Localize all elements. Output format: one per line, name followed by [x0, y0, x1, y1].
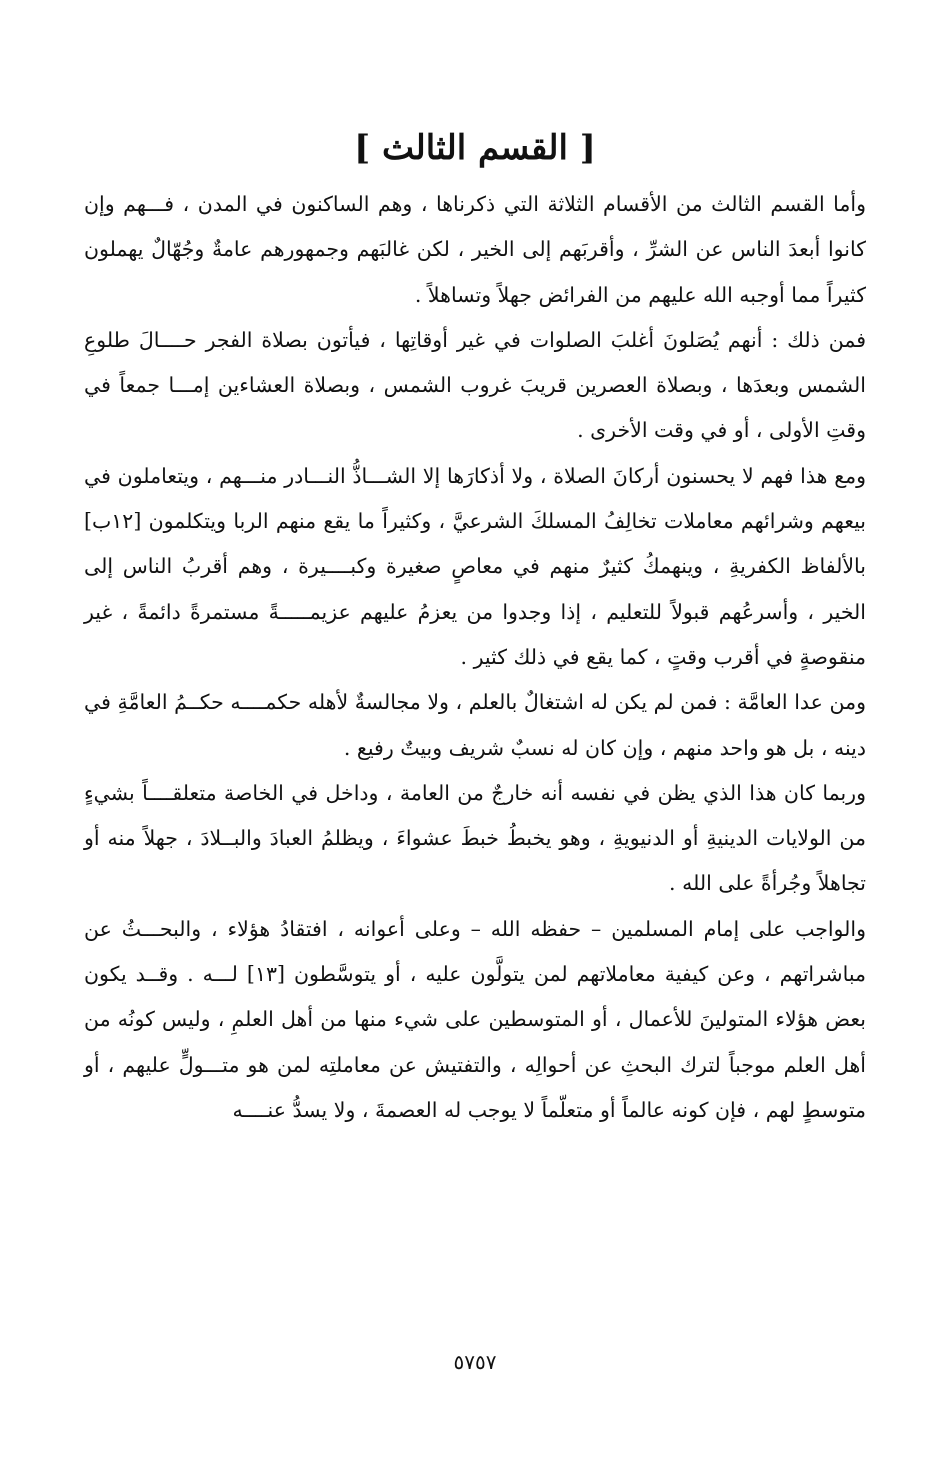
paragraph-1: وأما القسم الثالث من الأقسام الثلاثة التي ذكرناها ، وهم الساكنون في المدن ، فـــهم وإن كانوا أبعدَ الناس عن الشرِّ ، وأقربَهم إلى الخير ، لكن غالبَهم وجمهورهم عامةٌ وجُهّالٌ يهملون كثيراً مما أوجبه الله عليهم من الفرائض جهلاً وتساهلاً .	[84, 192, 866, 307]
paragraph-6: والواجب على إمام المسلمين – حفظه الله – وعلى أعوانه ، افتقادُ هؤلاء ، والبحـــثُ عن مباشراتهم ، وعن كيفية معاملاتهم لمن يتولَّون عليه ، أو يتوسَّطون [١٣] لـــه . وقــد يكون بعض هؤلاء المتولينَ للأعمال ، أو المتوسطين على شيء منها من أهل العلمِ ، وليس كونُه من أهل العلم موجباً لترك البحثِ عن أحوالِه ، والتفتيش عن معاملتِه لمن هو متـــولٍّ عليهم ، أو متوسطٍ لهم ، فإن كونه عالماً أو متعلّماً لا يوجب له العصمةَ ، ولا يسدُّ عنــــه	[84, 916, 866, 1122]
paragraph-3: ومع هذا فهم لا يحسنون أركانَ الصلاة ، ولا أذكارَها إلا الشـــاذُّ النـــادر منـــهم ، ويتعاملون في بيعهم وشرائهم معاملات تخالِفُ المسلكَ الشرعيَّ ، وكثيراً ما يقع منهم الربا ويتكلمون [١٢ب] بالألفاظ الكفريةِ ، وينهمكُ كثيرٌ منهم في معاصٍ صغيرة وكبــــيرة ، وهم أقربُ الناس إلى الخير ، وأسرعُهم قبولاً للتعليم ، إذا وجدوا من يعزمُ عليهم عزيمـــــةً مستمرةً دائمةً ، غير منقوصةٍ في أقرب وقتٍ ، كما يقع في ذلك كثير .	[84, 463, 866, 669]
page-body	[84, 118, 866, 1133]
paragraph-2: فمن ذلك : أنهم يُصَلونَ أغلبَ الصلوات في غير أوقاتِها ، فيأتون بصلاة الفجر حــــالَ طلوعِ الشمس وبعدَها ، وبصلاة العصرين قريبَ غروب الشمس ، وبصلاة العشاءين إمـــا جمعاً في وقتِ الأولى ، أو في وقت الأخرى .	[84, 327, 866, 443]
paragraph-4: ومن عدا العامَّة : فمن لم يكن له اشتغالٌ بالعلم ، ولا مجالسةٌ لأهله حكمــــه حكــمُ العامَّةِ في دينه ، بل هو واحد منهم ، وإن كان له نسبٌ شريف وبيتٌ رفيع .	[84, 690, 866, 760]
section-heading: [ القسم الثالث ]	[354, 128, 596, 168]
page-number: ٥٧٥٧	[453, 1350, 497, 1374]
paragraph-5: وربما كان هذا الذي يظن في نفسه أنه خارجٌ من العامة ، وداخل في الخاصة متعلقــــاً بشيءٍ من الولايات الدينيةِ أو الدنيويةِ ، وهو يخبطُ خبطَ عشواءَ ، ويظلمُ العبادَ والبــلادَ ، جهلاً منه أو تجاهلاً وجُرأةً على الله .	[84, 780, 866, 896]
